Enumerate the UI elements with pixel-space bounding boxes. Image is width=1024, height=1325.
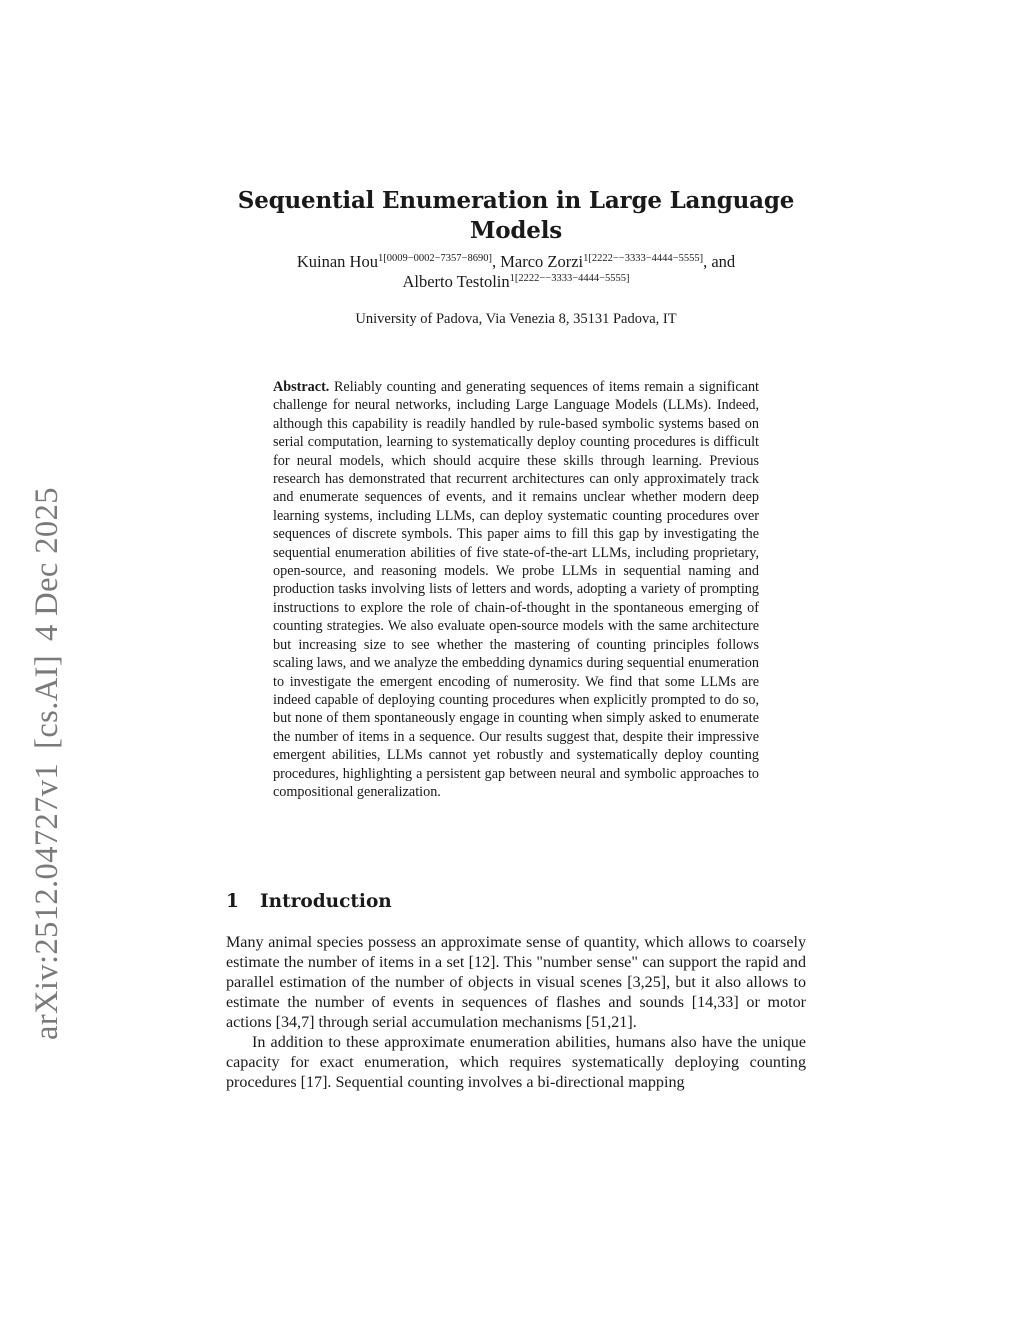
author-name: Kuinan Hou: [296, 252, 378, 271]
abstract-text: Reliably counting and generating sequences of items remain a significant challenge for neural networks, including Large Language Models (LLMs). Indeed, although this capability is readily handled by rule-based symbolic systems based on serial computation, learning to systematically deploy counting procedures is difficult for neural models, which should acquire these skills through learning. Previous research has demonstrated that recurrent architectures can only approximately track and enumerate sequences of events, and it remains unclear whether modern deep learning systems, including LLMs, can deploy systematic counting procedures over sequences of discrete symbols. This paper aims to fill this gap by investigating the sequential enumeration abilities of five state-of-the-art LLMs, including proprietary, open-source, and reasoning models. We probe LLMs in sequential naming and production tasks involving lists of letters and words, adopting a variety of prompting instructions to explore the role of chain-of-thought in the spontaneous emerging of counting strategies. We also evaluate open-source models with the same architecture but increasing size to see whether the mastering of counting principles follows scaling laws, and we analyze the embedding dynamics during sequential enumeration to investigate the emergent encoding of numerosity. We find that some LLMs are indeed capable of deploying counting procedures when explicitly prompted to do so, but none of them spontaneously engage in counting when simply asked to enumerate the number of items in a sequence. Our results suggest that, despite their impressive emergent abilities, LLMs cannot yet robustly and systematically deploy counting procedures, highlighting a persistent gap between neural and symbolic approaches to compositional generalization.: [273, 379, 759, 800]
body-paragraph: In addition to these approximate enumeration abilities, humans also have the unique capacity for exact enumeration, which requires systematically deploying counting procedures [17]. Sequential counting involves a bi-directional mapping: [226, 1034, 806, 1091]
author-orcid: 1[0009−0002−7357−8690]: [377, 253, 492, 264]
abstract-label: Abstract.: [273, 379, 330, 395]
section-heading: [226, 890, 392, 914]
section-body: [226, 933, 806, 1093]
section-number: 1: [226, 891, 239, 912]
author-name: Alberto Testolin: [402, 272, 510, 291]
author-separator: , and: [703, 252, 736, 271]
body-paragraph: Many animal species possess an approximate sense of quantity, which allows to coarsely estimate the number of items in a set [12]. This "number sense" can support the rapid and parallel estimation of the number of objects in visual scenes [3,25], but it also allows to estimate the number of events in sequences of flashes and sounds [14,33] or motor actions [34,7] through serial accumulation mechanisms [51,21].: [226, 934, 806, 1031]
section-title: Introduction: [260, 891, 392, 912]
affiliation: University of Padova, Via Venezia 8, 35131 Padova, IT: [355, 311, 677, 327]
arxiv-date: 4 Dec 2025: [29, 487, 65, 641]
author-name: Marco Zorzi: [500, 252, 584, 271]
author-list: [226, 252, 806, 292]
paper-title: Sequential Enumeration in Large Language Models: [237, 187, 795, 244]
abstract: [273, 378, 759, 801]
author-separator: ,: [491, 252, 501, 271]
author-orcid: 1[2222−−3333−4444−5555]: [583, 253, 704, 264]
arxiv-category: [cs.AI]: [29, 654, 65, 749]
author-orcid: 1[2222−−3333−4444−5555]: [509, 273, 630, 284]
arxiv-id: arXiv:2512.04727v1: [29, 762, 65, 1040]
